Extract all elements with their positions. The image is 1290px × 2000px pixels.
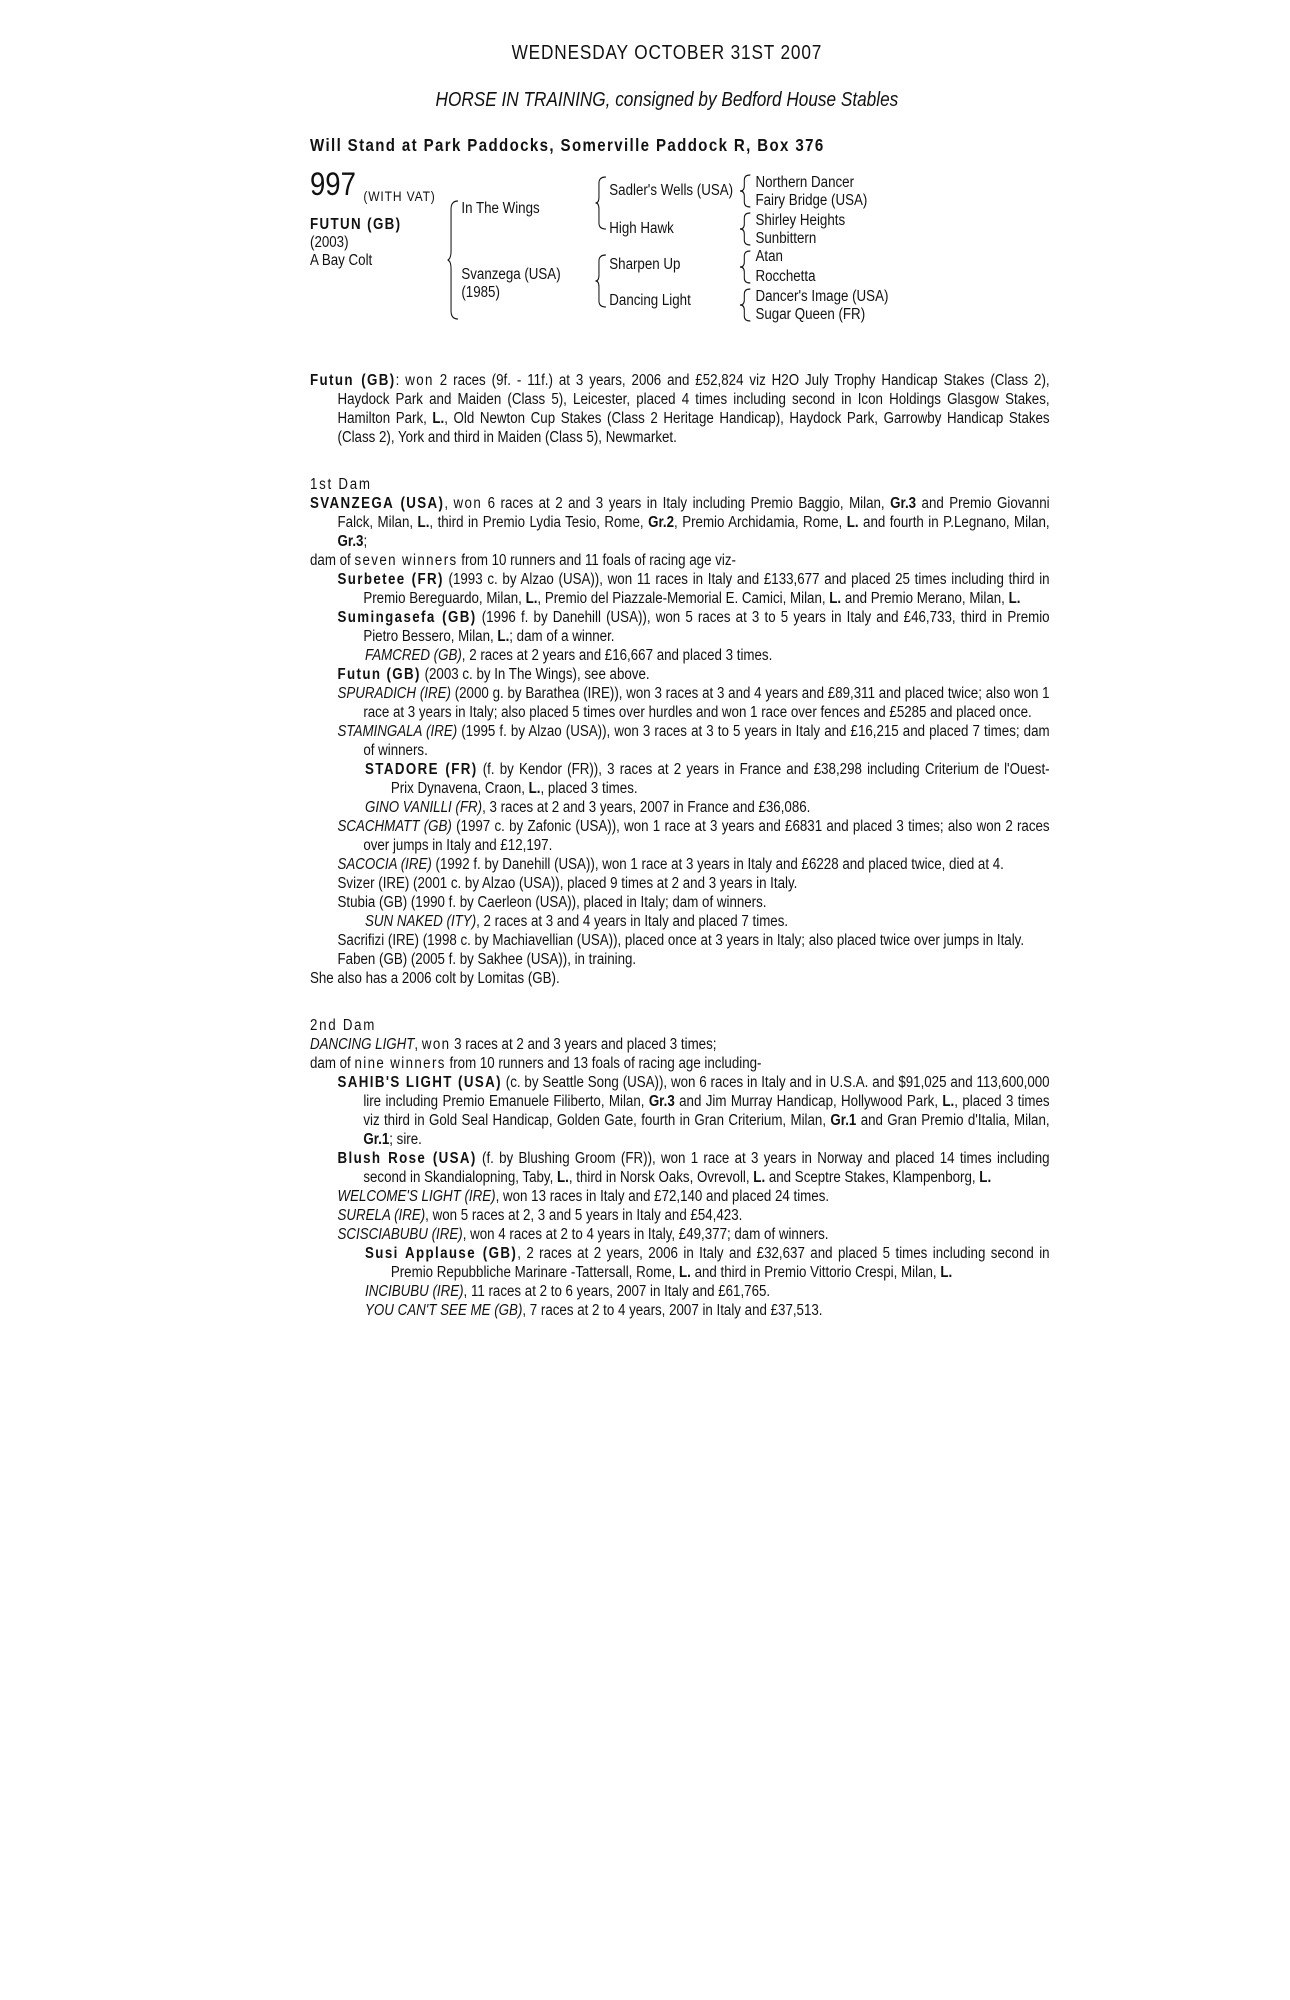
- text: and Premio Giovanni Falck, Milan,: [337, 495, 1050, 531]
- summary-listed: L.: [432, 410, 445, 427]
- produce-stamingala: [310, 722, 1050, 760]
- text: 3 races at 2 and 3 years and placed 3 times;: [450, 1036, 717, 1053]
- dam-parents-brace: [596, 253, 608, 309]
- produce-stadore: [310, 760, 1050, 798]
- produce-name: SAHIB'S LIGHT (USA): [337, 1074, 502, 1091]
- summary-horse-name: Futun (GB): [310, 372, 396, 389]
- produce-name: STADORE (FR): [365, 761, 478, 778]
- gg-2: Fairy Bridge (USA): [755, 192, 868, 209]
- text: , won 5 races at 2, 3 and 5 years in Italy and £54,423.: [425, 1207, 743, 1224]
- grade: Gr.3: [890, 495, 917, 512]
- gen3-brace-4: [740, 287, 752, 323]
- grade: Gr.3: [648, 1093, 675, 1110]
- produce-sun-naked: [310, 912, 1050, 931]
- grade: L.: [829, 590, 842, 607]
- text: and Premio Merano, Milan,: [841, 590, 1009, 607]
- produce-stubia: Stubia (GB) (1990 f. by Caerleon (USA)), placed in Italy; dam of winners.: [337, 894, 767, 911]
- gen3-brace-3: [740, 249, 752, 285]
- grade: L.: [942, 1093, 955, 1110]
- produce-name: SURELA (IRE): [337, 1207, 426, 1224]
- produce-sumingasefa: [310, 608, 1050, 646]
- text: , 3 races at 2 and 3 years, 2007 in France and £36,086.: [482, 799, 811, 816]
- produce-name: Susi Applause (GB): [365, 1245, 518, 1262]
- produce-name: SUN NAKED (ITY): [365, 913, 477, 930]
- text: and Sceptre Stakes, Klampenborg,: [765, 1169, 980, 1186]
- produce-name: FAMCRED (GB): [365, 647, 462, 664]
- text: , third in Premio Lydia Tesio, Rome,: [429, 514, 649, 531]
- produce-name: Sumingasefa (GB): [337, 609, 477, 626]
- grade: L.: [525, 590, 538, 607]
- pedigree-table: [310, 166, 1050, 343]
- text: from 10 runners and 11 foals of racing age viz-: [457, 552, 736, 569]
- lot-vat: (WITH VAT): [363, 188, 436, 204]
- grade: L.: [1008, 590, 1021, 607]
- produce-name: SPURADICH (IRE): [337, 685, 451, 702]
- text: dam of: [310, 1055, 355, 1072]
- produce-name: STAMINGALA (IRE): [337, 723, 458, 740]
- catalogue-page: [310, 42, 1050, 1320]
- grade: L.: [528, 780, 541, 797]
- produce-name: Blush Rose (USA): [337, 1150, 477, 1167]
- text: (f. by Blushing Groom (FR)), won 1 race at 3 years in Norway and placed 14 times including second in Skandialopning, Taby,: [363, 1150, 1050, 1186]
- summary-won: won: [405, 372, 434, 389]
- text: , third in Norsk Oaks, Ovrevoll,: [568, 1169, 754, 1186]
- grade: L.: [753, 1169, 766, 1186]
- summary-text: 2 races (9f. - 11f.) at 3 years, 2006 and £52,824 viz H2O July Trophy Handicap Stakes (Class 2), Haydock Park and Maiden (Class 5), Leicester, placed 4 times including second in Icon Holdings Glasgow Stakes, Hamilton Park,: [337, 372, 1050, 427]
- horse-description: A Bay Colt: [310, 252, 373, 269]
- produce-sahibs-light: [310, 1073, 1050, 1149]
- produce-name: YOU CAN'T SEE ME (GB): [365, 1302, 523, 1319]
- grade: L.: [846, 514, 859, 531]
- produce-famcred: [310, 646, 1050, 665]
- text: , won 13 races in Italy and £72,140 and placed 24 times.: [495, 1188, 830, 1205]
- text: (1995 f. by Alzao (USA)), won 3 races at 3 to 5 years in Italy and £16,215 and placed 7 times; dam of winners.: [363, 723, 1050, 759]
- text: (1997 c. by Zafonic (USA)), won 1 race at 3 years and £6831 and placed 3 times; also won 2 races over jumps in Italy and £12,197.: [363, 818, 1050, 854]
- text: (f. by Kendor (FR)), 3 races at 2 years in France and £38,298 including Criterium de l'Ouest- Prix Dynavena, Craon,: [390, 761, 1050, 797]
- text: , 2 races at 2 years, 2006 in Italy and £32,637 and placed 5 times including second in Premio Repubbliche Marinare -Tattersall, Rome,: [390, 1245, 1050, 1281]
- first-dam-name: SVANZEGA (USA): [310, 495, 445, 512]
- winner-count: nine winners: [354, 1055, 446, 1072]
- text: 6 races at 2 and 3 years in Italy including Premio Baggio, Milan,: [482, 495, 891, 512]
- produce-name: SCACHMATT (GB): [337, 818, 452, 835]
- grade: L.: [679, 1264, 691, 1281]
- second-dam-heading: 2nd Dam: [310, 1017, 377, 1034]
- produce-blush-rose: [310, 1149, 1050, 1187]
- produce-name: Surbetee (FR): [337, 571, 444, 588]
- produce-name: Futun (GB): [337, 666, 421, 683]
- first-dam-heading: 1st Dam: [310, 476, 372, 493]
- race-summary: [310, 371, 1050, 447]
- produce-sacocia: [310, 855, 1050, 874]
- text: (1993 c. by Alzao (USA)), won 11 races in Italy and £133,677 and placed 25 times including third in Premio Bereguardo, Milan,: [363, 571, 1050, 607]
- text: , Premio Archidamia, Rome,: [674, 514, 847, 531]
- text: and Jim Murray Handicap, Hollywood Park,: [674, 1093, 943, 1110]
- text: (1996 f. by Danehill (USA)), won 5 races at 3 to 5 years in Italy and £46,733, third in Premio Pietro Bessero, Milan,: [363, 609, 1050, 645]
- grade: Gr.3: [337, 533, 364, 550]
- grade: Gr.2: [648, 514, 675, 531]
- gen3-brace-2: [740, 211, 752, 247]
- stabling-location: Will Stand at Park Paddocks, Somerville Paddock R, Box 376: [310, 135, 825, 155]
- gg-3: Shirley Heights: [755, 212, 846, 229]
- text: and third in Premio Vittorio Crespi, Milan,: [690, 1264, 941, 1281]
- text: (2000 g. by Barathea (IRE)), won 3 races at 3 and 4 years and £89,311 and placed twice; also won 1 race at 3 years in Italy; also placed 5 times over hurdles and won 1 race over fences and £5285 and placed once.: [363, 685, 1050, 721]
- sire-parents-brace: [596, 175, 608, 231]
- text: (2003 c. by In The Wings), see above.: [420, 666, 650, 683]
- grade: Gr.1: [830, 1112, 857, 1129]
- dam-dam: Dancing Light: [609, 292, 691, 309]
- produce-surbetee: [310, 570, 1050, 608]
- grade: L.: [497, 628, 510, 645]
- lot-number: 997: [310, 166, 356, 202]
- first-dam-section: SVANZEGA (USA), won 6 races at 2 and 3 years in Italy including Premio Baggio, Milan, Gr.3 and Premio Giovanni Falck, Milan, L., third in Premio Lydia Tesio, Rome, Gr.2, Premio Archidamia, Rome, L. and fourth in P.Legnano, Milan, Gr.3; dam of seven winners from 10 runners and 11 foals of racing age viz- Surbetee (FR) (1993 c. by Alzao (USA)), won 11 races in Italy and £133,677 and placed 25 times including third in Premio Bereguardo, Milan, L., Premio del Piazzale-Memorial E. Camici, Milan, L. and Premio Merano, Milan, L. Sumingasefa (GB) (1996 f. by Danehill (USA)), won 5 races at 3 to 5 years in Italy and £46,733, third in Premio Pietro Bessero, Milan, L.; dam of a winner. FAMCRED (GB), 2 races at 2 years and £16,667 and placed 3 times. Futun (GB) (2003 c. by In The Wings), see above. SPURADICH (IRE) (2000 g. by Barathea (IRE)), won 3 races at 3 and 4 years and £89,311 and placed twice; also won 1 race at 3 years in Italy; also placed 5 times over hurdles and won 1 race over fences and £5285 and placed once. STAMINGALA (IRE) (1995 f. by Alzao (USA)), won 3 races at 3 to 5 years in Italy and £16,215 and placed 7 times; dam of winners. STADORE (FR) (f. by Kendor (FR)), 3 races at 2 years in France and £38,298 including Criterium de l'Ouest- Prix Dynavena, Craon, L., placed 3 times. GINO VANILLI (FR), 3 races at 2 and 3 years, 2007 in France and £36,086. SCACHMATT (GB) (1997 c. by Zafonic (USA)), won 1 race at 3 years and £6831 and placed 3 times; also won 2 races over jumps in Italy and £12,197. SACOCIA (IRE) (1992 f. by Danehill (USA)), won 1 race at 3 years in Italy and £6228 and placed twice, died at 4. Svizer (IRE) (2001 c. by Alzao (USA)), placed 9 times at 2 and 3 years in Italy. Stubia (GB) (1990 f. by Caerleon (USA)), placed in Italy; dam of winners. SUN NAKED (ITY), 2 races at 3 and 4 years in Italy and placed 7 times. Sacrifizi (IRE) (1998 c. by Machiavellian (USA)), placed once at 3 years in Italy; also placed twice over jumps in Italy. Faben (GB) (2005 f. by Sakhee (USA)), in training. She also has a 2006 colt by Lomitas (GB).: [310, 495, 1050, 987]
- grade: Gr.1: [363, 1131, 390, 1148]
- text: , Premio del Piazzale-Memorial E. Camici, Milan,: [537, 590, 830, 607]
- produce-surela: [310, 1206, 1050, 1225]
- gg-6: Rocchetta: [755, 268, 816, 285]
- text: ,: [414, 1036, 422, 1053]
- summary-text: , Old Newton Cup Stakes (Class 2 Heritage Handicap), Haydock Park, Garrowby Handicap Stakes (Class 2), York and third in Maiden (Class 5), Newmarket.: [337, 410, 1050, 446]
- produce-welcomes-light: [310, 1187, 1050, 1206]
- produce-spuradich: [310, 684, 1050, 722]
- text: (1992 f. by Danehill (USA)), won 1 race at 3 years in Italy and £6228 and placed twice, died at 4.: [431, 856, 1004, 873]
- produce-svizer: Svizer (IRE) (2001 c. by Alzao (USA)), placed 9 times at 2 and 3 years in Italy.: [337, 875, 798, 892]
- gg-4: Sunbittern: [755, 230, 817, 247]
- text: ;: [363, 533, 368, 550]
- horse-name: FUTUN (GB): [310, 216, 402, 233]
- produce-faben: Faben (GB) (2005 f. by Sakhee (USA)), in training.: [337, 951, 637, 968]
- won-word: won: [421, 1036, 451, 1053]
- produce-sciscabubu: [310, 1225, 1050, 1244]
- produce-incibubu: [310, 1282, 1050, 1301]
- grade: L.: [940, 1264, 953, 1281]
- produce-scachmatt: [310, 817, 1050, 855]
- won-word: won: [453, 495, 483, 512]
- produce-sacrifizi: Sacrifizi (IRE) (1998 c. by Machiavellian (USA)), placed once at 3 years in Italy; also placed twice over jumps in Italy.: [337, 932, 1025, 949]
- text: , won 4 races at 2 to 4 years in Italy, £49,377; dam of winners.: [462, 1226, 829, 1243]
- text: , 11 races at 2 to 6 years, 2007 in Italy and £61,765.: [463, 1283, 771, 1300]
- produce-susi-applause: [310, 1244, 1050, 1282]
- text: , 2 races at 2 years and £16,667 and placed 3 times.: [461, 647, 773, 664]
- text: dam of: [310, 552, 355, 569]
- grade: L.: [417, 514, 430, 531]
- sale-date: WEDNESDAY OCTOBER 31ST 2007: [511, 42, 823, 64]
- text: , 7 races at 2 to 4 years, 2007 in Italy and £37,513.: [522, 1302, 823, 1319]
- consignment-subtitle: HORSE IN TRAINING, consigned by Bedford House Stables: [435, 89, 899, 111]
- gg-5: Atan: [755, 248, 783, 265]
- produce-name: SCISCIABUBU (IRE): [337, 1226, 463, 1243]
- sire-dam-brace: [448, 199, 460, 321]
- sire-dam: High Hawk: [609, 220, 674, 237]
- gg-8: Sugar Queen (FR): [755, 306, 866, 323]
- dam-sire: Sharpen Up: [609, 256, 681, 273]
- grade: L.: [979, 1169, 992, 1186]
- dam-year: (1985): [461, 284, 500, 301]
- text: , placed 3 times viz third in Gold Seal Handicap, Golden Gate, fourth in Gran Criterium, Milan,: [363, 1093, 1050, 1129]
- text: ; sire.: [389, 1131, 422, 1148]
- produce-gino-vanilli: [310, 798, 1050, 817]
- text: from 10 runners and 13 foals of racing age including-: [445, 1055, 762, 1072]
- dam: Svanzega (USA): [461, 266, 561, 283]
- text: ; dam of a winner.: [509, 628, 615, 645]
- text: and fourth in P.Legnano, Milan,: [858, 514, 1050, 531]
- winner-count: seven winners: [354, 552, 458, 569]
- produce-name: GINO VANILLI (FR): [365, 799, 483, 816]
- produce-name: INCIBUBU (IRE): [365, 1283, 464, 1300]
- produce-you-cant-see-me: [310, 1301, 1050, 1320]
- sire: In The Wings: [461, 200, 540, 217]
- gen3-brace-1: [740, 173, 752, 209]
- text: , placed 3 times.: [540, 780, 638, 797]
- sire-sire: Sadler's Wells (USA): [609, 182, 734, 199]
- second-dam-section: [310, 1035, 1050, 1320]
- second-dam-name: DANCING LIGHT: [310, 1036, 415, 1053]
- text: , 2 races at 3 and 4 years in Italy and placed 7 times.: [476, 913, 789, 930]
- horse-year: (2003): [310, 234, 349, 251]
- text: (c. by Seattle Song (USA)), won 6 races in Italy and in U.S.A. and $91,025 and 113,600,000 lire including Premio Emanuele Filiberto, Milan,: [363, 1074, 1050, 1110]
- produce-name: SACOCIA (IRE): [337, 856, 432, 873]
- also-note: She also has a 2006 colt by Lomitas (GB).: [310, 970, 560, 987]
- gg-7: Dancer's Image (USA): [755, 288, 889, 305]
- text: and Gran Premio d'Italia, Milan,: [856, 1112, 1050, 1129]
- produce-name: WELCOME'S LIGHT (IRE): [337, 1188, 496, 1205]
- produce-futun: [310, 665, 1050, 684]
- summary-text: :: [395, 372, 406, 389]
- grade: L.: [556, 1169, 569, 1186]
- gg-1: Northern Dancer: [755, 174, 855, 191]
